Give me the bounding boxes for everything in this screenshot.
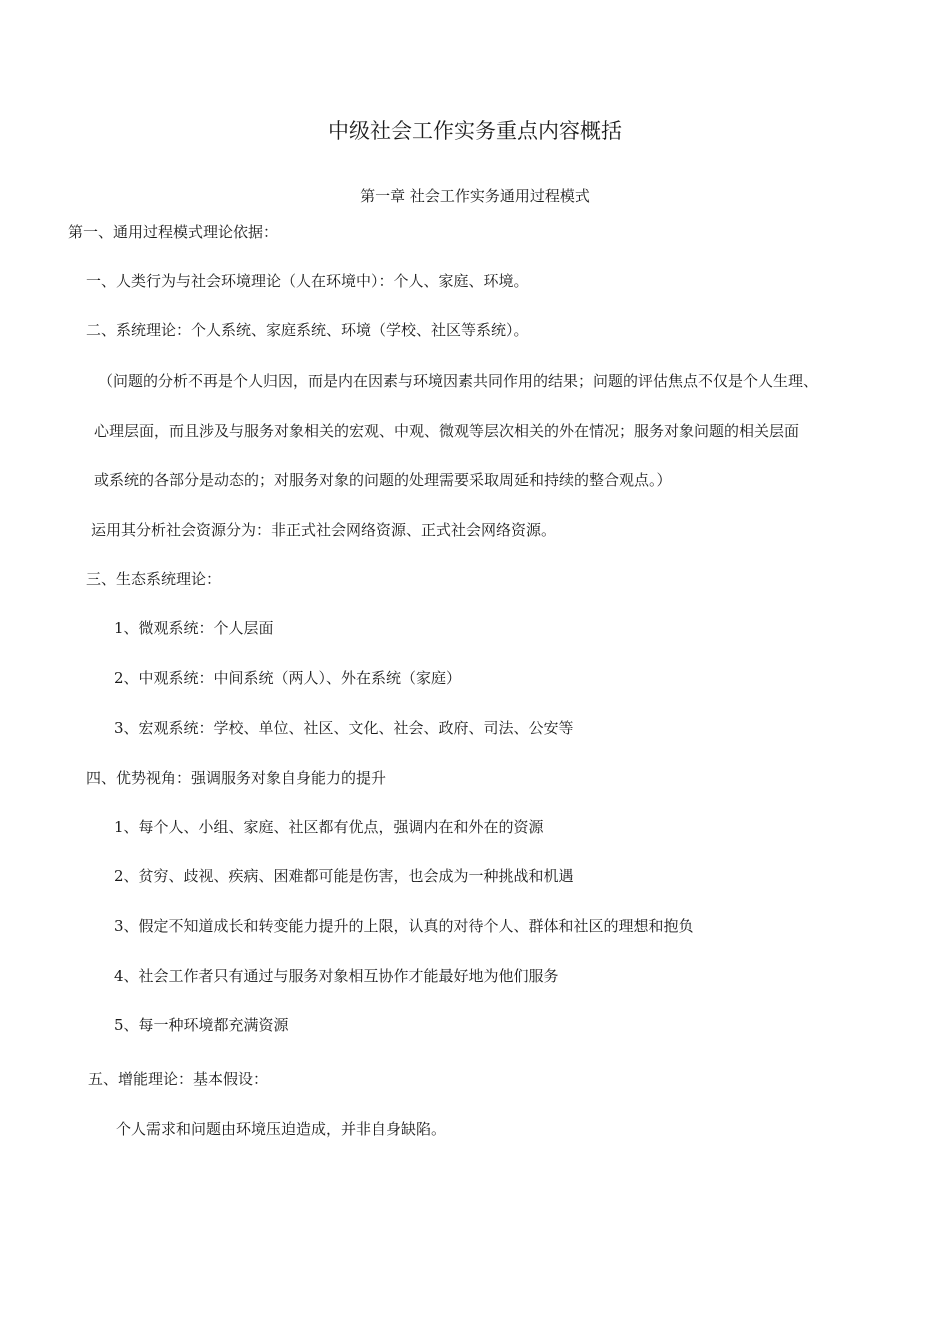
- chapter-heading: 第一章 社会工作实务通用过程模式: [360, 187, 590, 205]
- strength-item: 2、贫穷、歧视、疾病、困难都可能是伤害，也会成为一种挑战和机遇: [114, 867, 574, 885]
- eco-item: 1、微观系统：个人层面: [114, 619, 274, 637]
- theory-item-1: 一、人类行为与社会环境理论（人在环境中）：个人、家庭、环境。: [86, 272, 529, 290]
- theory-item-5: 五、增能理论：基本假设：: [88, 1070, 269, 1088]
- strength-item: 1、每个人、小组、家庭、社区都有优点，强调内在和外在的资源: [114, 818, 544, 836]
- note-line-2: 心理层面，而且涉及与服务对象相关的宏观、中观、微观等层次相关的外在情况；服务对象问题的相关层面: [94, 422, 800, 440]
- note-line-3: 或系统的各部分是动态的；对服务对象的问题的处理需要采取周延和持续的整合观点。）: [94, 471, 672, 489]
- note-line-1: （问题的分析不再是个人归因，而是内在因素与环境因素共同作用的结果；问题的评估焦点不仅是个人生理、: [98, 372, 819, 390]
- section-heading: 第一、通用过程模式理论依据：: [68, 223, 279, 241]
- theory-item-3: 三、生态系统理论：: [86, 570, 222, 588]
- theory-item-4: 四、优势视角：强调服务对象自身能力的提升: [86, 769, 387, 787]
- eco-item: 3、宏观系统：学校、单位、社区、文化、社会、政府、司法、公安等: [114, 719, 574, 737]
- theory-item-2: 二、系统理论：个人系统、家庭系统、环境（学校、社区等系统）。: [86, 321, 529, 339]
- resource-line: 运用其分析社会资源分为：非正式社会网络资源、正式社会网络资源。: [91, 521, 557, 539]
- strength-item: 5、每一种环境都充满资源: [114, 1016, 289, 1034]
- page-title: 中级社会工作实务重点内容概括: [328, 119, 622, 143]
- eco-item: 2、中观系统：中间系统（两人）、外在系统（家庭）: [114, 669, 462, 687]
- empower-line: 个人需求和问题由环境压迫造成，并非自身缺陷。: [116, 1120, 447, 1138]
- strength-item: 4、社会工作者只有通过与服务对象相互协作才能最好地为他们服务: [114, 967, 559, 985]
- strength-item: 3、假定不知道成长和转变能力提升的上限，认真的对待个人、群体和社区的理想和抱负: [114, 917, 694, 935]
